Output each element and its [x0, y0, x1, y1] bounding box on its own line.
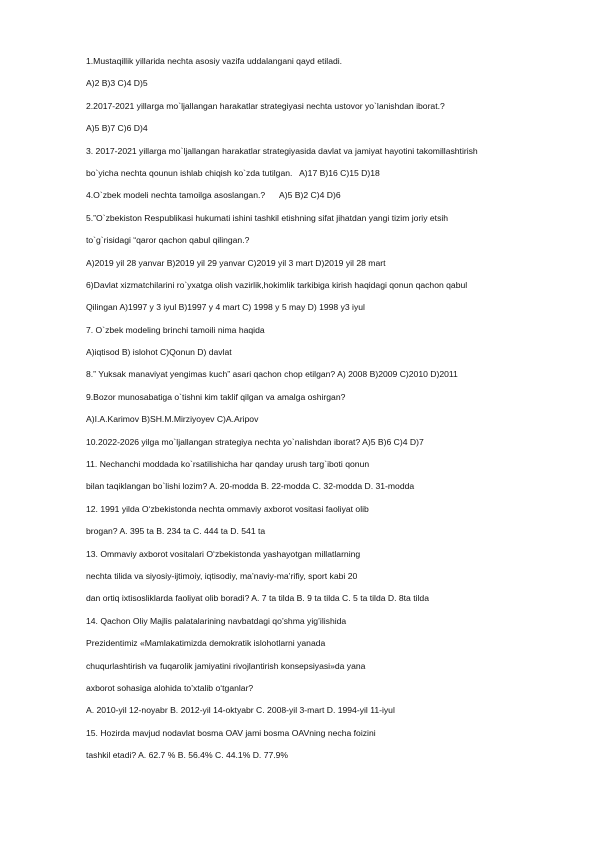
text-line: 7. O`zbek modeling brinchi tamoili nima haqida	[86, 324, 265, 335]
text-line: axborot sohasiga alohida to’xtalib o‘tganlar?	[86, 682, 254, 693]
text-line: chuqurlashtirish va fuqarolik jamiyatini rivojlantirish konsepsiyasi»da yana	[86, 660, 366, 671]
text-line: A)iqtisod B) islohot C)Qonun D) davlat	[86, 347, 232, 358]
text-line: bilan taqiklangan bo`lishi lozim? A. 20-modda B. 22-modda C. 32-modda D. 31-modda	[86, 481, 415, 492]
text-line: nechta tilida va siyosiy-ijtimoiy, iqtisodiy, ma’naviy-ma’rifiy, sport kabi 20	[86, 570, 358, 581]
text-line: bo`yicha nechta qounun ishlab chiqish ko`zda tutilgan. A)17 B)16 C)15 D)18	[86, 167, 380, 178]
text-line: 3. 2017-2021 yillarga mo`ljallangan harakatlar strategiyasida davlat va jamiyat hayotini takomillashtirish	[86, 145, 478, 156]
text-line: 5.”O`zbekiston Respublikasi hukumati ishini tashkil etishning sifat jihatdan yangi tizim joriy etsih	[86, 212, 449, 223]
question-list	[86, 56, 566, 773]
text-line: brogan? A. 395 ta B. 234 ta C. 444 ta D. 541 ta	[86, 526, 266, 537]
text-line: 14. Qachon Oliy Majlis palatalarining navbatdagi qo’shma yig’ilishida	[86, 615, 347, 626]
text-line: A)5 B)7 C)6 D)4	[86, 123, 148, 134]
text-line: 1.Mustaqillik yillarida nechta asosiy vazifa uddalangani qayd etiladi.	[86, 56, 343, 66]
text-line: 8.” Yuksak manaviyat yengimas kuch” asari qachon chop etilgan? A) 2008 B)2009 C)2010 D)2011	[86, 369, 458, 380]
text-line: A)2 B)3 C)4 D)5	[86, 78, 148, 89]
text-line: dan ortiq ixtisosliklarda faoliyat olib boradi? A. 7 ta tilda B. 9 ta tilda C. 5 ta tilda D. 8ta tilda	[86, 593, 429, 604]
text-line: 13. Ommaviy axborot vositalari O‘zbekistonda yashayotgan millatlarning	[86, 548, 361, 559]
text-line: A)I.A.Karimov B)SH.M.Mirziyoyev C)A.Aripov	[86, 414, 259, 425]
text-line: 10.2022-2026 yilga mo`ljallangan strategiya nechta yo`nalishdan iborat? A)5 B)6 C)4 D)7	[86, 436, 424, 447]
text-line: Qilingan A)1997 y 3 iyul B)1997 y 4 mart C) 1998 y 5 may D) 1998 y3 iyul	[86, 302, 365, 313]
text-line: to`g`risidagi “qaror qachon qabul qilingan.?	[86, 235, 250, 246]
text-line: 9.Bozor munosabatiga o`tishni kim taklif qilgan va amalga oshirgan?	[86, 391, 346, 402]
text-line: A)2019 yil 28 yanvar B)2019 yil 29 yanvar C)2019 yil 3 mart D)2019 yil 28 mart	[86, 257, 386, 268]
text-line: tashkil etadi? A. 62.7 % B. 56.4% C. 44.1% D. 77.9%	[86, 750, 289, 761]
text-line: 12. 1991 yilda O‘zbekistonda nechta ommaviy axborot vositasi faoliyat olib	[86, 503, 369, 514]
text-line: 2.2017-2021 yillarga mo`ljallangan harakatlar strategiyasi nechta ustovor yo`lanishdan iborat.?	[86, 100, 445, 111]
text-line: 6)Davlat xizmatchilarini ro`yxatga olish vazirlik,hokimlik tarkibiga kirish haqidagi qonun qachon qabul	[86, 279, 468, 290]
text-line: 15. Hozirda mavjud nodavlat bosma OAV jami bosma OAVning necha foizini	[86, 727, 376, 738]
text-line: 11. Nechanchi moddada ko`rsatilishicha har qanday urush targ`iboti qonun	[86, 459, 370, 470]
text-line: Prezidentimiz «Mamlakatimizda demokratik islohotlarni yanada	[86, 638, 326, 649]
text-line: A. 2010-yil 12-noyabr B. 2012-yil 14-oktyabr C. 2008-yil 3-mart D. 1994-yil 11-iyul	[86, 705, 395, 716]
text-line: 4.O`zbek modeli nechta tamoilga asoslangan.? A)5 B)2 C)4 D)6	[86, 190, 341, 201]
